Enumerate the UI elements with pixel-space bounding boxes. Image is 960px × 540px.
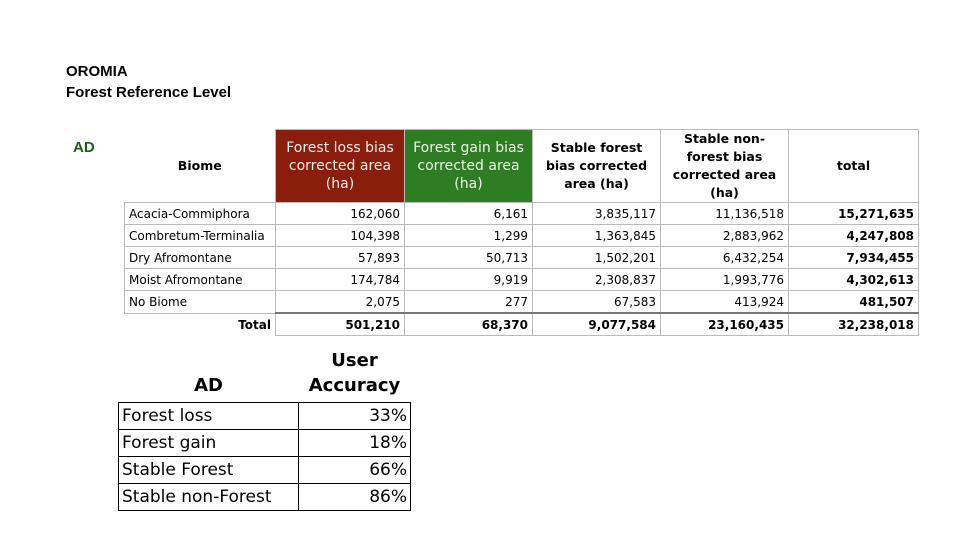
table-row <box>125 247 919 269</box>
col-header-stable-nonforest: Stable non-forest bias corrected area (ha) <box>661 130 789 203</box>
cell-biome: Moist Afromontane <box>125 269 276 291</box>
cell-stable-forest: 1,502,201 <box>533 247 661 269</box>
col-header-forest-loss: Forest loss bias corrected area (ha) <box>276 130 405 203</box>
accuracy-header-row <box>119 348 411 403</box>
cell-stable-nonforest: 6,432,254 <box>661 247 789 269</box>
table-row <box>119 430 411 457</box>
total-loss: 501,210 <box>276 313 405 336</box>
accuracy-label: Stable non-Forest <box>119 484 299 511</box>
table-row <box>119 484 411 511</box>
table-row <box>119 403 411 430</box>
accuracy-value: 86% <box>299 484 411 511</box>
col-header-total: total <box>789 130 919 203</box>
cell-stable-forest: 1,363,845 <box>533 225 661 247</box>
cell-total: 481,507 <box>789 291 919 314</box>
cell-total: 15,271,635 <box>789 203 919 225</box>
title-block <box>66 61 231 103</box>
cell-total: 4,247,808 <box>789 225 919 247</box>
cell-biome: No Biome <box>125 291 276 314</box>
total-row-label: Total <box>238 317 271 332</box>
col-header-stable-forest: Stable forest bias corrected area (ha) <box>533 130 661 203</box>
title-region: OROMIA <box>66 63 128 80</box>
accuracy-header-user-accuracy: User Accuracy <box>308 350 401 396</box>
accuracy-value: 66% <box>299 457 411 484</box>
accuracy-value: 33% <box>299 403 411 430</box>
cell-total: 7,934,455 <box>789 247 919 269</box>
col-header-biome: Biome <box>125 130 276 203</box>
table-total-row <box>125 313 919 336</box>
cell-gain: 6,161 <box>405 203 533 225</box>
col-header-forest-gain: Forest gain bias corrected area (ha) <box>405 130 533 203</box>
ad-label: AD <box>73 139 95 156</box>
total-stable-forest: 9,077,584 <box>533 313 661 336</box>
accuracy-label: Forest loss <box>119 403 299 430</box>
cell-stable-forest: 2,308,837 <box>533 269 661 291</box>
cell-loss: 104,398 <box>276 225 405 247</box>
cell-total: 4,302,613 <box>789 269 919 291</box>
cell-loss: 2,075 <box>276 291 405 314</box>
title-subtitle: Forest Reference Level <box>66 84 232 101</box>
cell-stable-nonforest: 11,136,518 <box>661 203 789 225</box>
user-accuracy-table <box>118 348 411 511</box>
cell-gain: 1,299 <box>405 225 533 247</box>
accuracy-header-ad: AD <box>194 375 223 396</box>
total-grand: 32,238,018 <box>789 313 919 336</box>
cell-loss: 162,060 <box>276 203 405 225</box>
cell-stable-forest: 3,835,117 <box>533 203 661 225</box>
accuracy-value: 18% <box>299 430 411 457</box>
cell-stable-nonforest: 2,883,962 <box>661 225 789 247</box>
cell-biome: Combretum-Terminalia <box>125 225 276 247</box>
cell-loss: 57,893 <box>276 247 405 269</box>
cell-stable-nonforest: 1,993,776 <box>661 269 789 291</box>
cell-biome: Acacia-Commiphora <box>125 203 276 225</box>
cell-stable-forest: 67,583 <box>533 291 661 314</box>
total-gain: 68,370 <box>405 313 533 336</box>
cell-gain: 50,713 <box>405 247 533 269</box>
cell-gain: 9,919 <box>405 269 533 291</box>
cell-loss: 174,784 <box>276 269 405 291</box>
total-stable-nonforest: 23,160,435 <box>661 313 789 336</box>
cell-biome: Dry Afromontane <box>125 247 276 269</box>
accuracy-label: Stable Forest <box>119 457 299 484</box>
table-row <box>125 291 919 314</box>
table-row <box>125 203 919 225</box>
table-row <box>119 457 411 484</box>
accuracy-label: Forest gain <box>119 430 299 457</box>
cell-stable-nonforest: 413,924 <box>661 291 789 314</box>
table-header-row <box>125 130 919 203</box>
cell-gain: 277 <box>405 291 533 314</box>
biome-area-table <box>124 129 919 336</box>
table-row <box>125 269 919 291</box>
table-row <box>125 225 919 247</box>
